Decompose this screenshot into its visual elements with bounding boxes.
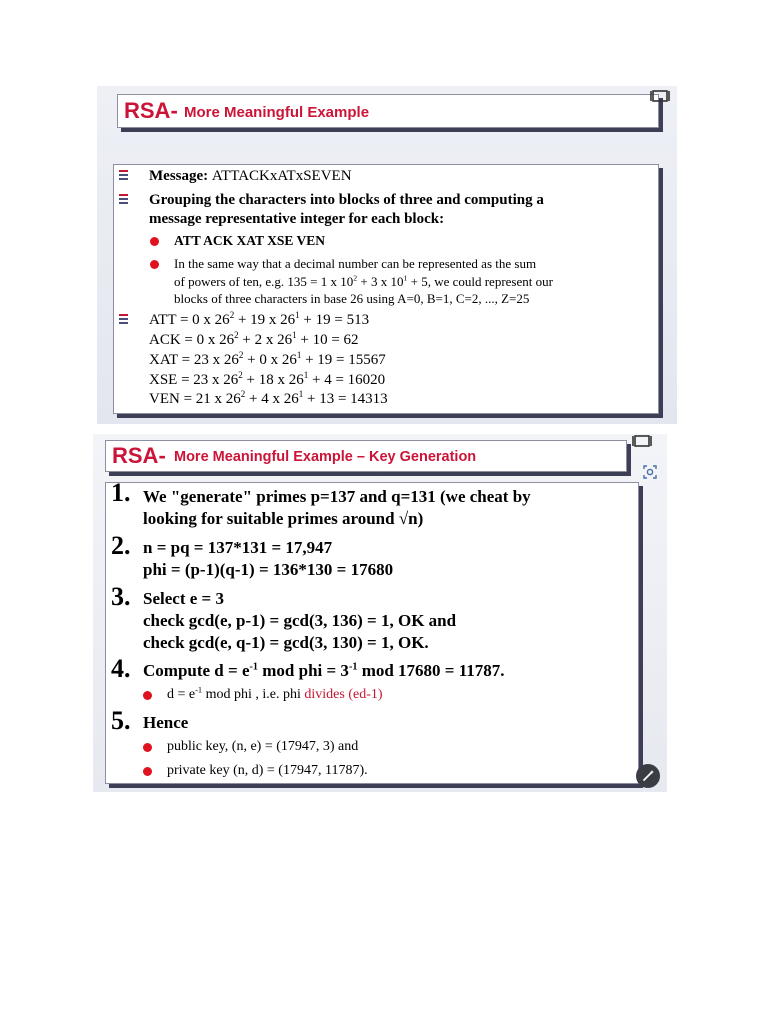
superscript: 2 (229, 310, 235, 320)
message-value: ATTACKxATxSEVEN (211, 168, 352, 184)
step-number: 5. (111, 706, 131, 735)
fullscreen-button[interactable] (648, 88, 672, 104)
step-number: 2. (111, 531, 131, 560)
superscript: 2 (353, 273, 358, 283)
equation-ven (149, 391, 388, 408)
superscript: -1 (195, 685, 203, 695)
eq-part: + 19 x 26 (234, 312, 296, 328)
heading-bullet-icon (119, 194, 128, 208)
message-label: Message: (149, 168, 209, 184)
slide-title-rsa: RSA- (112, 443, 166, 468)
step1-line2: looking for suitable primes around √n) (143, 509, 424, 528)
slide-key-generation (93, 434, 667, 792)
superscript: 1 (295, 310, 300, 320)
equation-att (149, 312, 369, 329)
superscript: -1 (348, 661, 358, 673)
eq-part: XAT = 23 x 26 (149, 352, 239, 368)
sameway-line-2 (174, 274, 553, 290)
public-key-line: public key, (n, e) = (17947, 3) and (167, 739, 359, 754)
message-line (149, 168, 352, 185)
superscript: 2 (238, 350, 244, 360)
red-bullet-icon (143, 767, 152, 776)
superscript: -1 (249, 661, 258, 673)
step4-part: mod phi = 3 (258, 661, 349, 680)
superscript: 2 (234, 330, 239, 340)
eq-part: + 18 x 26 (242, 372, 304, 388)
equation-xse (149, 372, 385, 389)
slide-title-text: More Meaningful Example – Key Generation (174, 449, 477, 465)
divides-highlight: divides (ed-1) (304, 687, 383, 702)
red-bullet-icon (143, 743, 152, 752)
step2-line1: n = pq = 137*131 = 17,947 (143, 538, 333, 557)
superscript: 1 (303, 370, 309, 380)
heading-bullet-icon (119, 314, 128, 328)
equation-ack (149, 332, 359, 349)
slide-title-bar (117, 94, 659, 128)
slide-rsa-example (97, 86, 677, 424)
eq-part: + 19 = 15567 (301, 352, 386, 368)
fullscreen-button[interactable] (630, 433, 654, 449)
step4-line (143, 661, 505, 681)
superscript: 1 (296, 350, 302, 360)
equation-xat (149, 352, 386, 369)
superscript: 2 (240, 389, 246, 399)
red-bullet-icon (150, 237, 159, 246)
superscript: 1 (403, 273, 408, 283)
sameway-text-b: + 3 x 10 (357, 274, 404, 289)
eq-part: + 4 = 16020 (308, 372, 386, 388)
grouping-line-1: Grouping the characters into blocks of three and computing a (149, 192, 544, 208)
red-bullet-icon (150, 260, 159, 269)
step3-line3: check gcd(e, q-1) = gcd(3, 130) = 1, OK. (143, 633, 429, 652)
step3-line2: check gcd(e, p-1) = gcd(3, 136) = 1, OK and (143, 611, 457, 630)
step4-part: Compute d = e (143, 661, 250, 680)
eq-part: ACK = 0 x 26 (149, 332, 235, 348)
slide-title-bar (105, 440, 627, 472)
blocks-line: ATT ACK XAT XSE VEN (174, 233, 326, 248)
eq-part: VEN = 21 x 26 (149, 391, 241, 407)
edit-image-button[interactable] (636, 764, 660, 788)
sameway-line-1: In the same way that a decimal number can be represented as the sum (174, 256, 537, 271)
fullscreen-icon (650, 90, 670, 102)
step4-bullet-part: mod phi , i.e. phi (202, 687, 305, 702)
eq-part: ATT = 0 x 26 (149, 312, 230, 328)
magic-edit-icon (641, 769, 655, 783)
superscript: 1 (292, 330, 297, 340)
sameway-line-3: blocks of three characters in base 26 using A=0, B=1, C=2, ..., Z=25 (174, 291, 530, 306)
step5-line: Hence (143, 713, 189, 732)
grouping-line-2: message representative integer for each block: (149, 211, 445, 227)
eq-part: + 10 = 62 (296, 332, 359, 348)
step3-line1: Select e = 3 (143, 589, 224, 608)
slide-title-rsa: RSA- (124, 98, 178, 123)
step-number: 1. (111, 478, 131, 507)
superscript: 2 (238, 370, 243, 380)
step4-part: mod 17680 = 11787. (357, 661, 505, 680)
eq-part: + 4 x 26 (245, 391, 299, 407)
step-number: 3. (111, 582, 131, 611)
fullscreen-icon (632, 435, 652, 447)
red-bullet-icon (143, 691, 152, 700)
private-key-line: private key (n, d) = (17947, 11787). (167, 763, 368, 778)
eq-part: + 0 x 26 (243, 352, 297, 368)
lens-icon (642, 464, 658, 480)
eq-part: + 13 = 14313 (303, 391, 388, 407)
eq-part: + 2 x 26 (238, 332, 293, 348)
step4-bullet (167, 687, 383, 703)
step1-line1: We "generate" primes p=137 and q=131 (we cheat by (143, 487, 531, 506)
eq-part: XSE = 23 x 26 (149, 372, 239, 388)
eq-part: + 19 = 513 (299, 312, 370, 328)
lens-button[interactable] (640, 462, 660, 482)
step-number: 4. (111, 654, 131, 683)
superscript: 1 (298, 389, 304, 399)
sameway-text-a: of powers of ten, e.g. 135 = 1 x 10 (174, 274, 354, 289)
slide-title-text: More Meaningful Example (184, 104, 370, 121)
step4-bullet-part: d = e (167, 687, 196, 702)
step2-line2: phi = (p-1)(q-1) = 136*130 = 17680 (143, 560, 394, 579)
sameway-text-c: + 5, we could represent our (407, 274, 553, 289)
heading-bullet-icon (119, 170, 128, 184)
